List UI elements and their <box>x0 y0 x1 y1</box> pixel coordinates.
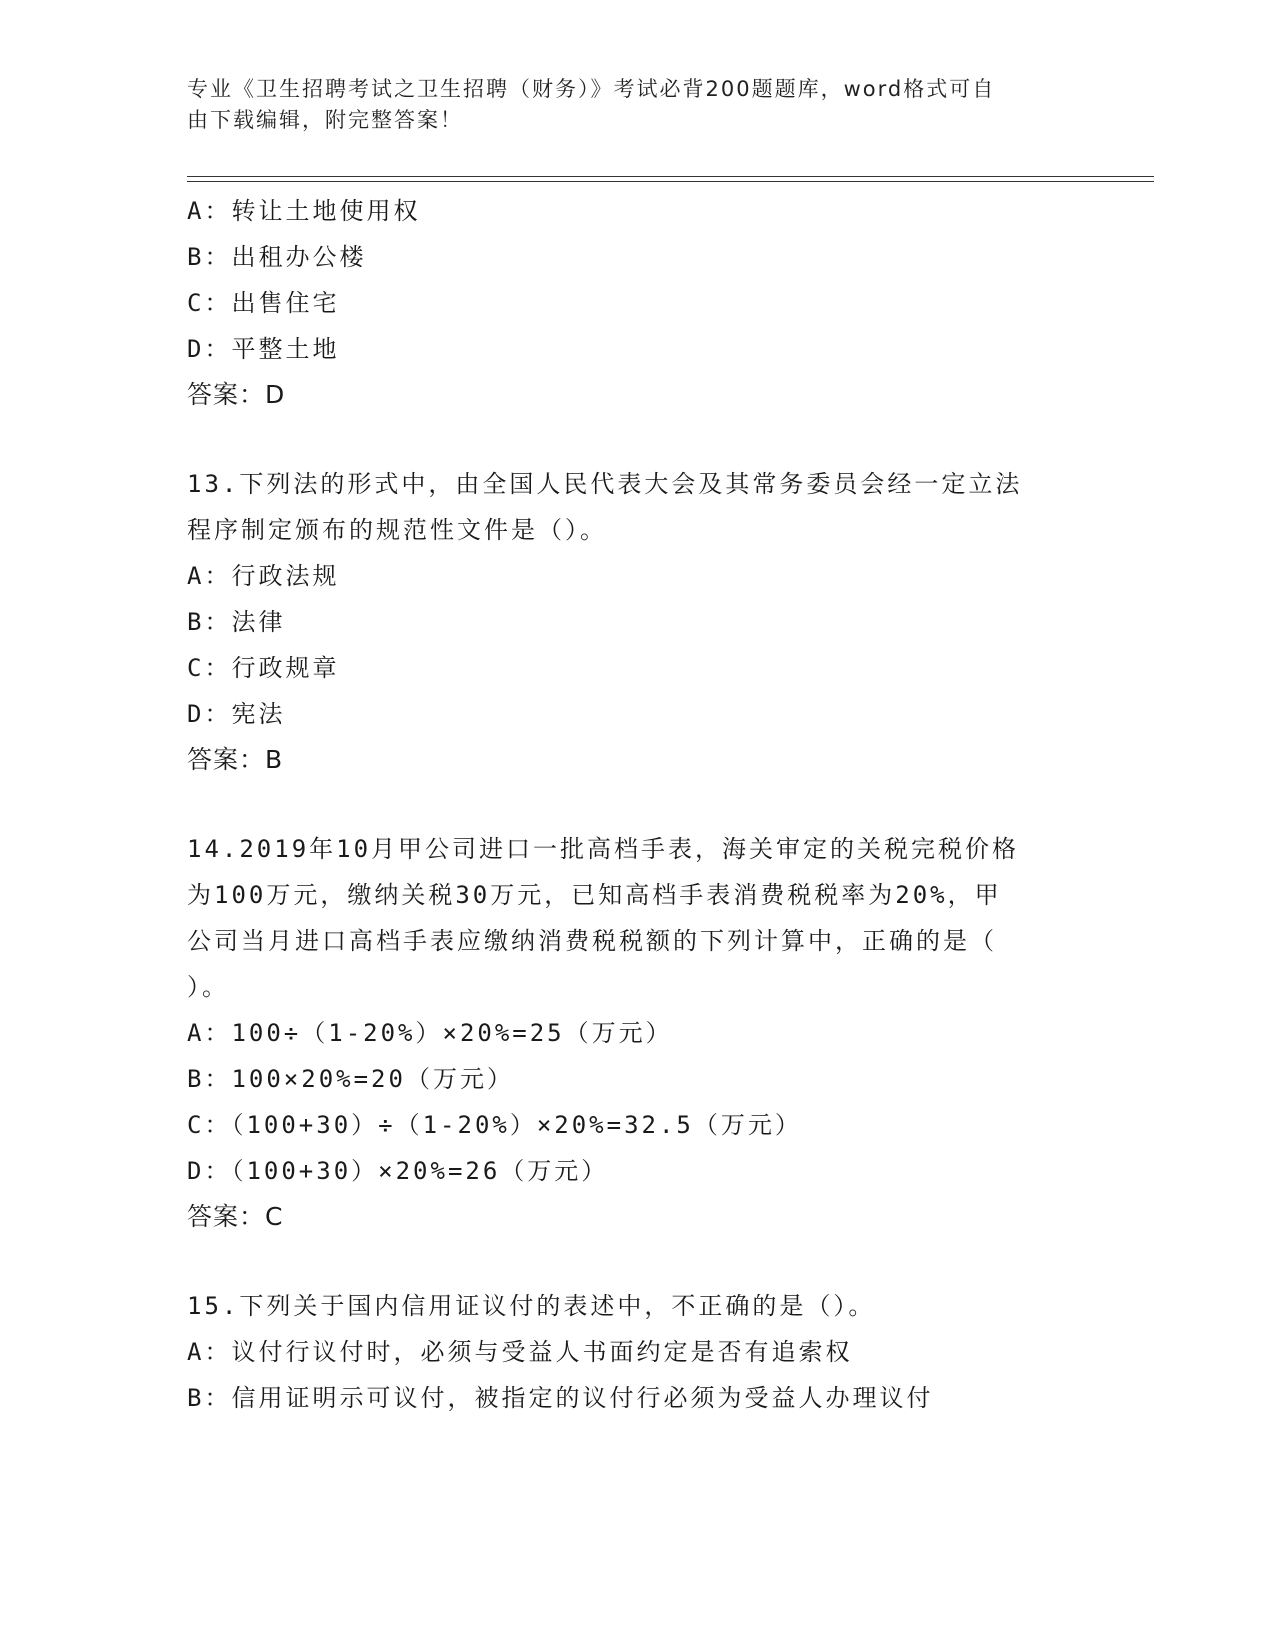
question-text-line: 13.下列法的形式中，由全国人民代表大会及其常务委员会经一定立法 <box>187 470 1023 498</box>
header-rule-bottom <box>187 181 1154 182</box>
option-c: C：行政规章 <box>187 654 340 682</box>
question-text-line: 14.2019年10月甲公司进口一批高档手表，海关审定的关税完税价格 <box>187 835 1020 863</box>
question-14-block <box>187 826 1087 1240</box>
question-text-line: 15.下列关于国内信用证议付的表述中，不正确的是（）。 <box>187 1292 876 1320</box>
option-b: B：法律 <box>187 608 286 636</box>
question-text-line: 为100万元，缴纳关税30万元，已知高档手表消费税税率为20%，甲 <box>187 881 1002 909</box>
option-b: B：信用证明示可议付，被指定的议付行必须为受益人办理议付 <box>187 1384 934 1412</box>
header-line-2: 由下载编辑，附完整答案！ <box>187 108 463 132</box>
option-a: A：行政法规 <box>187 562 340 590</box>
header-line-1: 专业《卫生招聘考试之卫生招聘（财务）》考试必背200题题库，word格式可自 <box>187 77 996 101</box>
option-a: A：议付行议付时，必须与受益人书面约定是否有追索权 <box>187 1338 853 1366</box>
question-text-line: 公司当月进口高档手表应缴纳消费税税额的下列计算中，正确的是（ <box>187 927 997 955</box>
spacer <box>187 783 1087 826</box>
option-d: D：（100+30）×20%=26（万元） <box>187 1157 609 1185</box>
question-text-line: 程序制定颁布的规范性文件是（）。 <box>187 516 607 544</box>
answer-label: 答案：B <box>187 745 284 774</box>
question-content <box>187 188 1087 1421</box>
question-12-block <box>187 188 1087 418</box>
header-rule-top <box>187 176 1154 177</box>
document-header <box>187 74 1067 136</box>
question-text-line: ）。 <box>187 973 229 1001</box>
option-d: D：宪法 <box>187 700 286 728</box>
question-15-block <box>187 1283 1087 1421</box>
answer-label: 答案：C <box>187 1202 284 1231</box>
option-c: C：出售住宅 <box>187 289 340 317</box>
option-a: A：转让土地使用权 <box>187 197 421 225</box>
spacer <box>187 418 1087 461</box>
option-b: B：100×20%=20（万元） <box>187 1065 514 1093</box>
spacer <box>187 1240 1087 1283</box>
question-13-block <box>187 461 1087 783</box>
option-d: D：平整土地 <box>187 335 340 363</box>
option-c: C：（100+30）÷（1-20%）×20%=32.5（万元） <box>187 1111 802 1139</box>
option-a: A：100÷（1-20%）×20%=25（万元） <box>187 1019 673 1047</box>
answer-label: 答案：D <box>187 380 286 409</box>
option-b: B：出租办公楼 <box>187 243 367 271</box>
